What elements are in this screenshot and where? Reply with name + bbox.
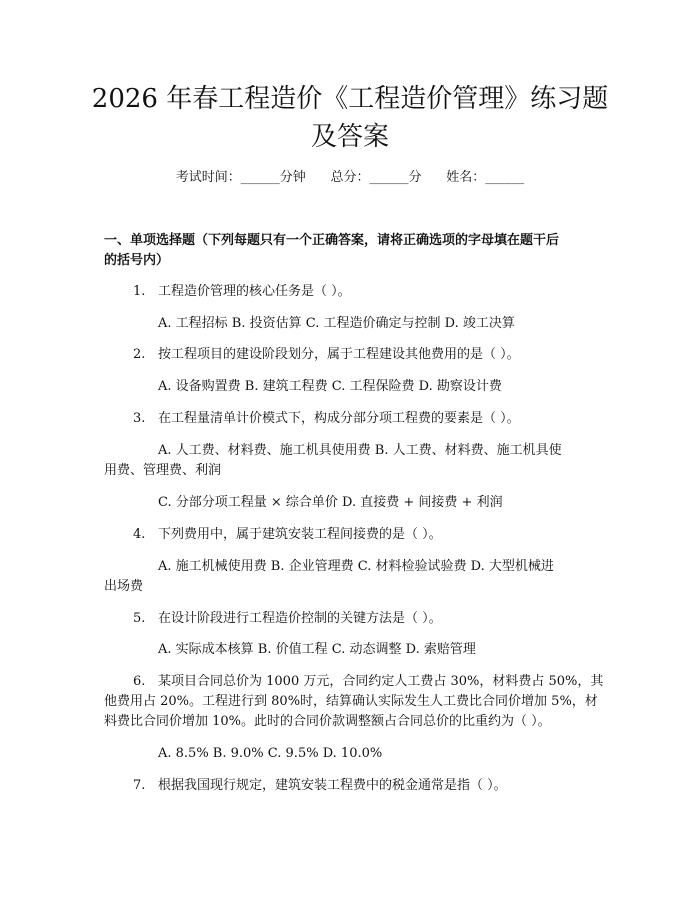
question-6-stem-line-2: 他费用占 20%。工程进行到 80%时，结算确认实际发生人工费比合同价增加 5%，材 [104,694,598,709]
question-1-number: 1. [133,284,146,299]
question-7-number: 7. [133,778,146,793]
question-3-stem: 在工程量清单计价模式下，构成分部分项工程费的要素是（ ）。 [158,411,520,426]
question-6-options: A. 8.5% B. 9.0% C. 9.5% D. 10.0% [158,746,383,761]
question-4-number: 4. [133,527,146,542]
section-heading-line-1: 一、单项选择题（下列每题只有一个正确答案，请将正确选项的字母填在题干后 [104,233,560,248]
question-2-number: 2. [133,347,146,362]
document-title-line-2: 及答案 [310,122,389,152]
question-5-options: A. 实际成本核算 B. 价值工程 C. 动态调整 D. 索赔管理 [158,642,476,657]
question-5-stem: 在设计阶段进行工程造价控制的关键方法是（ ）。 [158,611,442,626]
question-7-stem: 根据我国现行规定，建筑安装工程费中的税金通常是指（ ）。 [158,778,507,793]
question-6-stem-line-1: 某项目合同总价为 1000 万元，合同约定人工费占 30%，材料费占 50%，其 [158,674,604,689]
question-3-number: 3. [133,411,146,426]
question-6-number: 6. [133,674,146,689]
question-1-options: A. 工程招标 B. 投资估算 C. 工程造价确定与控制 D. 竣工决算 [158,316,515,331]
question-2-stem: 按工程项目的建设阶段划分，属于工程建设其他费用的是（ ）。 [158,347,520,362]
question-3-options-line-2: 用费、管理费、利润 [104,463,222,478]
exam-meta-line: 考试时间：______分钟 总分：______分 姓名：______ [175,170,525,185]
question-6-stem-line-3: 料费比合同价增加 10%。此时的合同价款调整额占合同总价的比重约为（ ）。 [104,714,551,729]
question-4-stem: 下列费用中，属于建筑安装工程间接费的是（ ）。 [158,527,442,542]
document-title-line-1: 2026 年春工程造价《工程造价管理》练习题 [91,84,609,114]
question-5-number: 5. [133,611,146,626]
question-2-options: A. 设备购置费 B. 建筑工程费 C. 工程保险费 D. 勘察设计费 [158,379,502,394]
question-1-stem: 工程造价管理的核心任务是（ ）。 [158,284,351,299]
question-3-options-line-1: A. 人工费、材料费、施工机具使用费 B. 人工费、材料费、施工机具使 [158,443,562,458]
section-heading-line-2: 的括号内） [104,253,170,268]
question-4-options-line-2: 出场费 [104,579,144,594]
question-4-options-line-1: A. 施工机械使用费 B. 企业管理费 C. 材料检验试验费 D. 大型机械进 [158,559,554,574]
question-3-options-line-3: C. 分部分项工程量 × 综合单价 D. 直接费 + 间接费 + 利润 [158,495,503,510]
